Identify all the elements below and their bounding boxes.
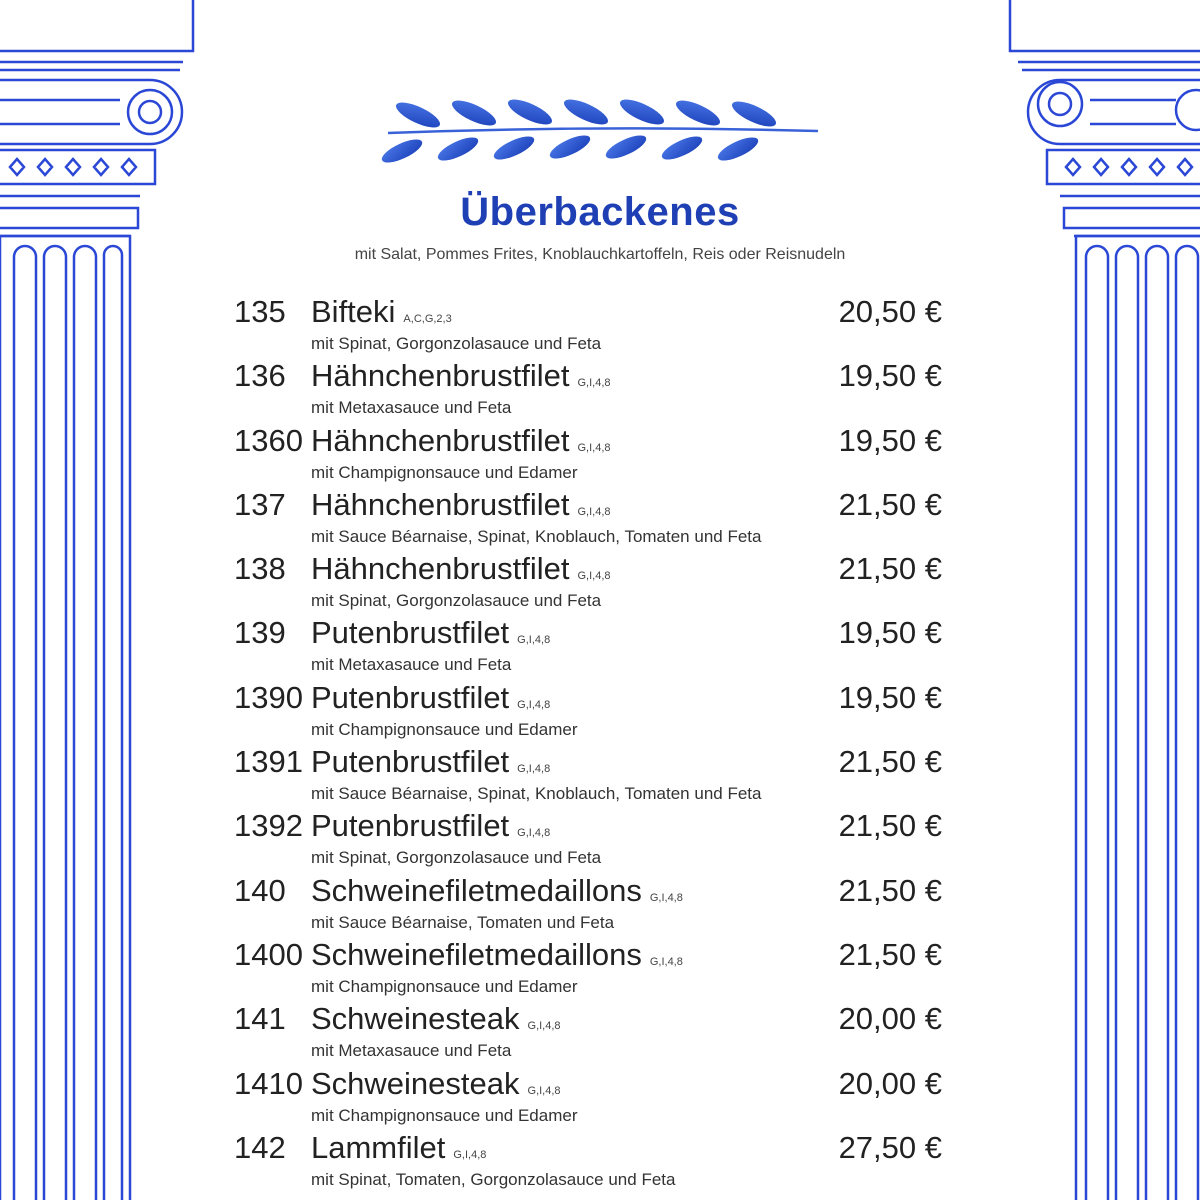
item-allergens: G,I,4,8 bbox=[577, 377, 611, 390]
item-name: Putenbrustfilet bbox=[311, 744, 510, 780]
menu-item bbox=[234, 999, 946, 1063]
item-number: 136 bbox=[234, 358, 286, 394]
item-name: Schweinefiletmedaillons bbox=[311, 936, 642, 972]
item-number: 140 bbox=[234, 872, 286, 908]
item-name-line bbox=[311, 551, 611, 587]
section-title: Überbackenes bbox=[460, 190, 740, 234]
item-description: mit Spinat, Tomaten, Gorgonzolasauce und Feta bbox=[311, 1169, 676, 1189]
item-name-line bbox=[311, 744, 550, 780]
item-allergens: G,I,4,8 bbox=[649, 891, 683, 904]
item-name-line bbox=[311, 423, 611, 459]
item-allergens: G,I,4,8 bbox=[517, 634, 551, 647]
menu-item bbox=[234, 871, 946, 935]
menu-item bbox=[234, 549, 946, 613]
item-price: 20,00 € bbox=[838, 1001, 942, 1037]
item-name-line bbox=[311, 615, 550, 651]
menu-item bbox=[234, 485, 946, 549]
item-allergens: G,I,4,8 bbox=[517, 763, 551, 776]
item-description: mit Sauce Béarnaise, Spinat, Knoblauch, Tomaten und Feta bbox=[311, 526, 762, 546]
item-number: 1410 bbox=[234, 1065, 303, 1101]
menu-item bbox=[234, 935, 946, 999]
menu-item bbox=[234, 678, 946, 742]
item-price: 20,00 € bbox=[838, 1065, 942, 1101]
item-price: 19,50 € bbox=[838, 679, 942, 715]
item-allergens: G,I,4,8 bbox=[453, 1148, 487, 1161]
item-description: mit Champignonsauce und Edamer bbox=[311, 1105, 578, 1125]
item-name: Hähnchenbrustfilet bbox=[311, 422, 570, 458]
menu-item bbox=[234, 1128, 946, 1192]
item-price: 21,50 € bbox=[838, 486, 942, 522]
item-allergens: G,I,4,8 bbox=[517, 698, 551, 711]
item-description: mit Champignonsauce und Edamer bbox=[311, 976, 578, 996]
item-price: 27,50 € bbox=[838, 1129, 942, 1165]
item-description: mit Sauce Béarnaise, Spinat, Knoblauch, Tomaten und Feta bbox=[311, 784, 762, 804]
item-price: 19,50 € bbox=[838, 422, 942, 458]
item-number: 139 bbox=[234, 615, 286, 651]
menu-item bbox=[234, 742, 946, 806]
item-allergens: G,I,4,8 bbox=[577, 441, 611, 454]
item-number: 141 bbox=[234, 1001, 286, 1037]
item-number: 1392 bbox=[234, 808, 303, 844]
item-description: mit Metaxasauce und Feta bbox=[311, 1041, 512, 1061]
item-name: Schweinefiletmedaillons bbox=[311, 872, 642, 908]
item-allergens: G,I,4,8 bbox=[517, 827, 551, 840]
item-name-line bbox=[311, 680, 550, 716]
item-number: 138 bbox=[234, 551, 286, 587]
left-ionic-column bbox=[0, 0, 200, 1200]
item-price: 19,50 € bbox=[838, 615, 942, 651]
item-name-line bbox=[311, 1066, 561, 1102]
laurel-branch-icon bbox=[378, 95, 822, 167]
item-number: 142 bbox=[234, 1129, 286, 1165]
item-name: Hähnchenbrustfilet bbox=[311, 551, 570, 587]
item-price: 21,50 € bbox=[838, 808, 942, 844]
item-description: mit Champignonsauce und Edamer bbox=[311, 462, 578, 482]
item-name-line bbox=[311, 358, 611, 394]
item-description: mit Metaxasauce und Feta bbox=[311, 655, 512, 675]
menu-item bbox=[234, 292, 946, 356]
menu-item bbox=[234, 356, 946, 420]
item-name-line bbox=[311, 1130, 486, 1166]
item-price: 21,50 € bbox=[838, 936, 942, 972]
item-description: mit Sauce Béarnaise, Tomaten und Feta bbox=[311, 912, 615, 932]
item-price: 21,50 € bbox=[838, 744, 942, 780]
item-name: Schweinesteak bbox=[311, 1001, 520, 1037]
item-allergens: G,I,4,8 bbox=[577, 505, 611, 518]
item-name: Putenbrustfilet bbox=[311, 679, 510, 715]
item-number: 1391 bbox=[234, 744, 303, 780]
item-price: 21,50 € bbox=[838, 872, 942, 908]
item-name-line bbox=[311, 294, 452, 330]
item-name: Lammfilet bbox=[311, 1129, 446, 1165]
item-name: Bifteki bbox=[311, 294, 396, 329]
item-number: 137 bbox=[234, 486, 286, 522]
item-name: Schweinesteak bbox=[311, 1065, 520, 1101]
item-description: mit Spinat, Gorgonzolasauce und Feta bbox=[311, 334, 602, 353]
item-name: Putenbrustfilet bbox=[311, 615, 510, 651]
item-name-line bbox=[311, 937, 683, 973]
item-number: 1360 bbox=[234, 422, 303, 458]
item-price: 20,50 € bbox=[838, 294, 942, 329]
menu-list bbox=[234, 292, 946, 1192]
item-number: 135 bbox=[234, 294, 286, 329]
item-allergens: G,I,4,8 bbox=[527, 1084, 561, 1097]
item-name-line bbox=[311, 1001, 561, 1037]
menu-item bbox=[234, 421, 946, 485]
item-name-line bbox=[311, 487, 611, 523]
item-allergens: G,I,4,8 bbox=[527, 1020, 561, 1033]
item-description: mit Metaxasauce und Feta bbox=[311, 398, 512, 418]
item-name: Putenbrustfilet bbox=[311, 808, 510, 844]
item-allergens: G,I,4,8 bbox=[577, 570, 611, 583]
item-description: mit Champignonsauce und Edamer bbox=[311, 719, 578, 739]
menu-item bbox=[234, 806, 946, 870]
item-name: Hähnchenbrustfilet bbox=[311, 486, 570, 522]
right-ionic-column bbox=[1000, 0, 1200, 1200]
item-description: mit Spinat, Gorgonzolasauce und Feta bbox=[311, 848, 602, 868]
item-price: 19,50 € bbox=[838, 358, 942, 394]
item-name-line bbox=[311, 873, 683, 909]
menu-item bbox=[234, 1064, 946, 1128]
item-allergens: G,I,4,8 bbox=[649, 955, 683, 968]
item-allergens: A,C,G,2,3 bbox=[403, 313, 452, 325]
item-number: 1400 bbox=[234, 936, 303, 972]
item-number: 1390 bbox=[234, 679, 303, 715]
menu-item bbox=[234, 613, 946, 677]
item-price: 21,50 € bbox=[838, 551, 942, 587]
item-name-line bbox=[311, 808, 550, 844]
item-description: mit Spinat, Gorgonzolasauce und Feta bbox=[311, 591, 602, 611]
item-name: Hähnchenbrustfilet bbox=[311, 358, 570, 394]
section-subtitle: mit Salat, Pommes Frites, Knoblauchkartoffeln, Reis oder Reisnudeln bbox=[354, 246, 846, 263]
